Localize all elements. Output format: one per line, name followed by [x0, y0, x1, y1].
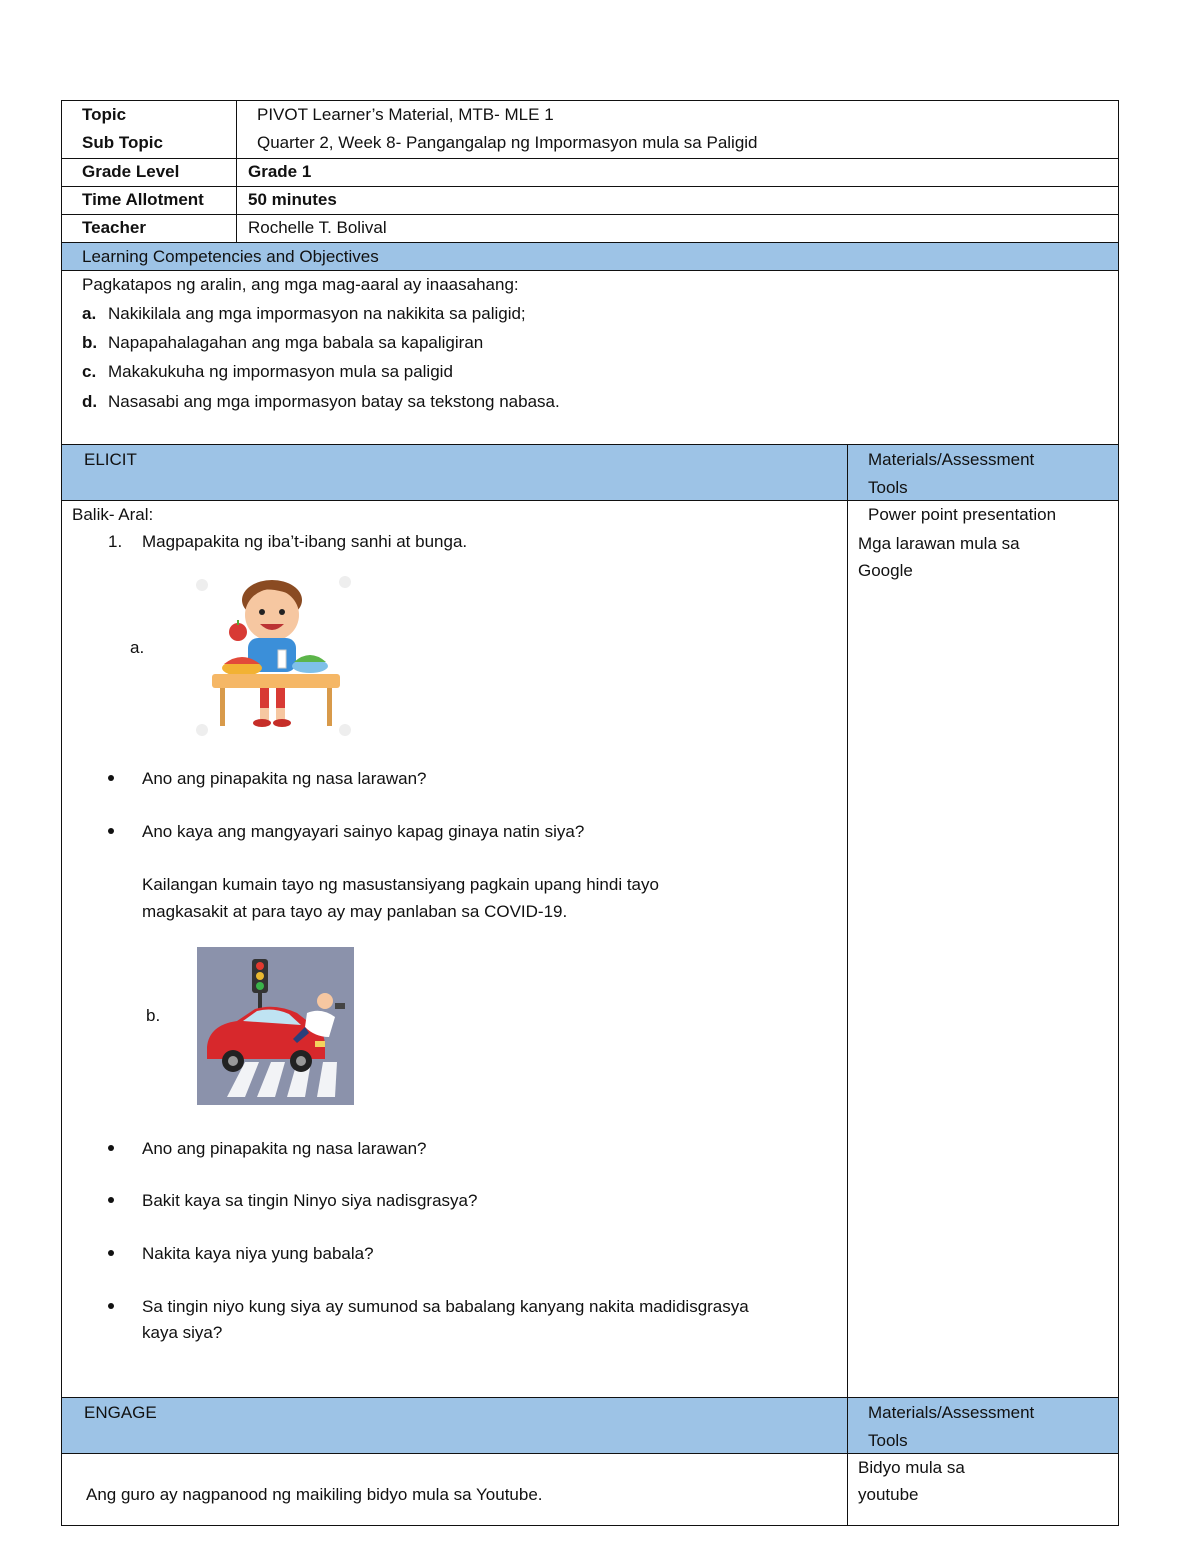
bullet-question: Ano kaya ang mangyayari sainyo kapag ginaya natin siya? — [142, 822, 585, 841]
objective-letter: a. — [82, 304, 97, 323]
objective-text: Nakikilala ang mga impormasyon na nakikita sa paligid; — [108, 304, 526, 323]
bullet-dot — [108, 775, 114, 781]
objective-text: Nasasabi ang mga impormasyon batay sa tekstong nabasa. — [108, 392, 560, 411]
objective-text: Napapahalagahan ang mga babala sa kapaligiran — [108, 333, 484, 352]
topic-value: PIVOT Learner’s Material, MTB- MLE 1 — [257, 105, 554, 124]
competencies-intro: Pagkatapos ng aralin, ang mga mag-aaral ay inaasahang: — [82, 275, 519, 294]
engage-materials-heading-2: Tools — [868, 1431, 908, 1450]
answer-line-1: Kailangan kumain tayo ng masustansiyang pagkain upang hindi tayo — [142, 875, 659, 894]
topic-label: Topic — [82, 105, 127, 124]
elicit-material-2a: Mga larawan mula sa — [858, 534, 1020, 553]
elicit-materials-heading-2: Tools — [868, 478, 908, 497]
subtopic-value: Quarter 2, Week 8- Pangangalap ng Impormasyon mula sa Paligid — [257, 133, 758, 152]
objective-letter: d. — [82, 392, 98, 411]
objective-letter: c. — [82, 362, 97, 381]
elicit-material-2b: Google — [858, 561, 913, 580]
car-accident-illustration — [197, 947, 354, 1105]
bullet-dot — [108, 828, 114, 834]
image-b-label: b. — [146, 1006, 161, 1025]
time-value: 50 minutes — [248, 190, 337, 209]
elicit-materials-heading-1: Materials/Assessment — [868, 450, 1035, 469]
bullet-dot — [108, 1303, 114, 1309]
grade-value: Grade 1 — [248, 162, 312, 181]
engage-material-2: youtube — [858, 1485, 919, 1504]
bullet-question: Ano ang pinapakita ng nasa larawan? — [142, 769, 427, 788]
grade-label: Grade Level — [82, 162, 180, 181]
teacher-label: Teacher — [82, 218, 146, 237]
answer-line-2: magkasakit at para tayo ay may panlaban sa COVID-19. — [142, 902, 568, 921]
bullet-question-continued: kaya siya? — [142, 1323, 223, 1342]
subtopic-label: Sub Topic — [82, 133, 163, 152]
teacher-value: Rochelle T. Bolival — [248, 218, 387, 237]
objective-text: Makakukuha ng impormasyon mula sa paligid — [108, 362, 453, 381]
numbered-item-text: Magpapakita ng iba’t-ibang sanhi at bunga. — [142, 532, 468, 551]
bullet-question: Sa tingin niyo kung siya ay sumunod sa babalang kanyang nakita madidisgrasya — [142, 1297, 749, 1316]
engage-materials-heading-1: Materials/Assessment — [868, 1403, 1035, 1422]
engage-heading: ENGAGE — [84, 1403, 157, 1422]
review-label: Balik- Aral: — [72, 505, 154, 524]
competencies-heading: Learning Competencies and Objectives — [82, 247, 379, 266]
elicit-heading: ELICIT — [84, 450, 137, 469]
elicit-material-1: Power point presentation — [868, 505, 1057, 524]
bullet-dot — [108, 1250, 114, 1256]
bullet-question: Bakit kaya sa tingin Ninyo siya nadisgrasya? — [142, 1191, 478, 1210]
time-label: Time Allotment — [82, 190, 204, 209]
engage-text: Ang guro ay nagpanood ng maikiling bidyo mula sa Youtube. — [86, 1485, 543, 1504]
image-a-label: a. — [130, 638, 145, 657]
engage-material-1: Bidyo mula sa — [858, 1458, 965, 1477]
bullet-dot — [108, 1197, 114, 1203]
boy-eating-illustration — [190, 570, 360, 745]
objective-letter: b. — [82, 333, 98, 352]
bullet-question: Nakita kaya niya yung babala? — [142, 1244, 374, 1263]
bullet-question: Ano ang pinapakita ng nasa larawan? — [142, 1139, 427, 1158]
numbered-item-number: 1. — [108, 532, 123, 551]
bullet-dot — [108, 1145, 114, 1151]
